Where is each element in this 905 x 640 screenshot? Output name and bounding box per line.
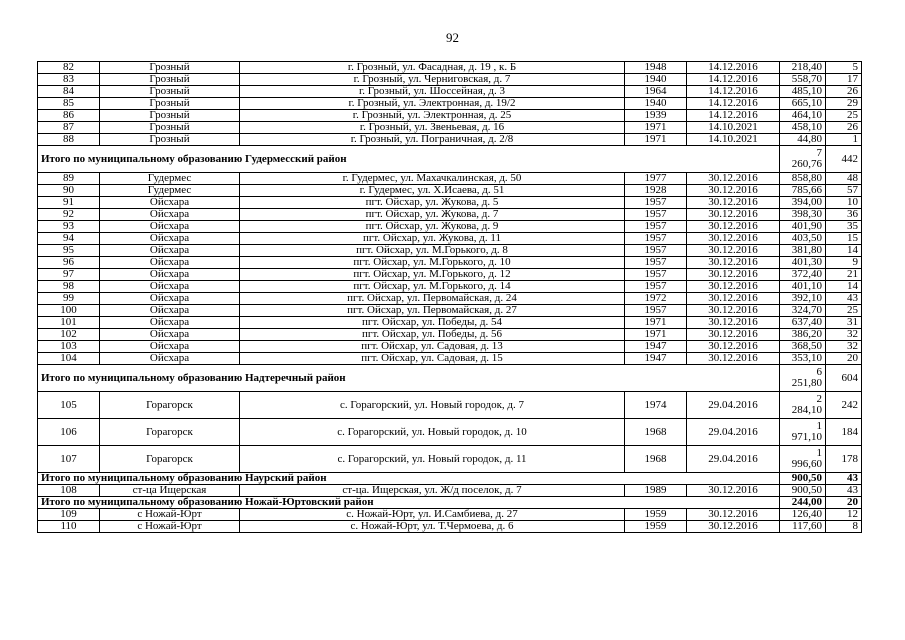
build-year: 1971 <box>625 134 687 146</box>
subtotal-label: Итого по муниципальному образованию Наурский район <box>38 473 780 485</box>
page-number: 92 <box>446 30 459 45</box>
settlement: Ойсхара <box>100 305 240 317</box>
subtotal-area: 900,50 <box>780 473 826 485</box>
subtotal-row <box>38 497 862 509</box>
settlement: с Ножай-Юрт <box>100 521 240 533</box>
build-year: 1957 <box>625 197 687 209</box>
settlement: Ойсхара <box>100 209 240 221</box>
build-year: 1957 <box>625 269 687 281</box>
table-row <box>38 341 862 353</box>
row-number: 98 <box>38 281 100 293</box>
address: пгт. Ойсхар, ул. М.Горького, д. 12 <box>240 269 625 281</box>
record-date: 30.12.2016 <box>687 353 780 365</box>
subtotal-row <box>38 146 862 173</box>
address: пгт. Ойсхар, ул. Садовая, д. 15 <box>240 353 625 365</box>
build-year: 1947 <box>625 353 687 365</box>
record-date: 14.12.2016 <box>687 110 780 122</box>
build-year: 1957 <box>625 221 687 233</box>
row-number: 92 <box>38 209 100 221</box>
row-number: 87 <box>38 122 100 134</box>
record-date: 30.12.2016 <box>687 257 780 269</box>
area: 368,50 <box>780 341 826 353</box>
resident-count: 48 <box>826 173 862 185</box>
settlement: Ойсхара <box>100 353 240 365</box>
record-date: 30.12.2016 <box>687 281 780 293</box>
table-row <box>38 98 862 110</box>
record-date: 30.12.2016 <box>687 209 780 221</box>
area: 394,00 <box>780 197 826 209</box>
build-year: 1968 <box>625 419 687 446</box>
address: пгт. Ойсхар, ул. М.Горького, д. 10 <box>240 257 625 269</box>
row-number: 82 <box>38 62 100 74</box>
row-number: 105 <box>38 392 100 419</box>
address: пгт. Ойсхар, ул. М.Горького, д. 14 <box>240 281 625 293</box>
resident-count: 242 <box>826 392 862 419</box>
resident-count: 9 <box>826 257 862 269</box>
row-number: 88 <box>38 134 100 146</box>
table-row <box>38 305 862 317</box>
address: пгт. Ойсхар, ул. Жукова, д. 11 <box>240 233 625 245</box>
subtotal-count: 442 <box>826 146 862 173</box>
settlement: Горагорск <box>100 392 240 419</box>
row-number: 94 <box>38 233 100 245</box>
table-row <box>38 485 862 497</box>
resident-count: 26 <box>826 86 862 98</box>
settlement: Ойсхара <box>100 245 240 257</box>
record-date: 14.12.2016 <box>687 62 780 74</box>
build-year: 1939 <box>625 110 687 122</box>
build-year: 1957 <box>625 305 687 317</box>
record-date: 14.12.2016 <box>687 74 780 86</box>
row-number: 84 <box>38 86 100 98</box>
address: г. Грозный, ул. Шоссейная, д. 3 <box>240 86 625 98</box>
table-row <box>38 419 862 446</box>
table-row <box>38 110 862 122</box>
resident-count: 184 <box>826 419 862 446</box>
settlement: Грозный <box>100 98 240 110</box>
settlement: с Ножай-Юрт <box>100 509 240 521</box>
table-row <box>38 353 862 365</box>
record-date: 30.12.2016 <box>687 185 780 197</box>
area-value-top: 1 <box>816 447 822 459</box>
resident-count: 29 <box>826 98 862 110</box>
table-row <box>38 317 862 329</box>
table-row <box>38 281 862 293</box>
area-value-bottom: 260,76 <box>791 158 822 170</box>
row-number: 100 <box>38 305 100 317</box>
settlement: Грозный <box>100 62 240 74</box>
area: 44,80 <box>780 134 826 146</box>
area-value-bottom: 251,80 <box>791 377 822 389</box>
record-date: 14.10.2021 <box>687 134 780 146</box>
area-value-top: 2 <box>816 393 822 405</box>
resident-count: 32 <box>826 341 862 353</box>
table-row <box>38 122 862 134</box>
settlement: Ойсхара <box>100 329 240 341</box>
address: пгт. Ойсхар, ул. Жукова, д. 7 <box>240 209 625 221</box>
address: пгт. Ойсхар, ул. Садовая, д. 13 <box>240 341 625 353</box>
settlement: Ойсхара <box>100 197 240 209</box>
subtotal-row <box>38 473 862 485</box>
record-date: 30.12.2016 <box>687 341 780 353</box>
resident-count: 35 <box>826 221 862 233</box>
resident-count: 14 <box>826 281 862 293</box>
address: ст-ца. Ищерская, ул. Ж/д поселок, д. 7 <box>240 485 625 497</box>
settlement: Грозный <box>100 134 240 146</box>
table-row <box>38 197 862 209</box>
settlement: Грозный <box>100 122 240 134</box>
area: 372,40 <box>780 269 826 281</box>
housing-register-table <box>37 61 862 533</box>
build-year: 1989 <box>625 485 687 497</box>
row-number: 89 <box>38 173 100 185</box>
area: 401,10 <box>780 281 826 293</box>
subtotal-label: Итого по муниципальному образованию Надтеречный район <box>38 365 780 392</box>
address: пгт. Ойсхар, ул. Первомайская, д. 24 <box>240 293 625 305</box>
address: с. Ножай-Юрт, ул. И.Самбиева, д. 27 <box>240 509 625 521</box>
build-year: 1959 <box>625 509 687 521</box>
subtotal-area: 244,00 <box>780 497 826 509</box>
area: 665,10 <box>780 98 826 110</box>
resident-count: 43 <box>826 293 862 305</box>
record-date: 14.10.2021 <box>687 122 780 134</box>
row-number: 110 <box>38 521 100 533</box>
area: 900,50 <box>780 485 826 497</box>
table-row <box>38 521 862 533</box>
address: с. Горагорский, ул. Новый городок, д. 7 <box>240 392 625 419</box>
record-date: 30.12.2016 <box>687 293 780 305</box>
settlement: Ойсхара <box>100 293 240 305</box>
subtotal-label: Итого по муниципальному образованию Ножай-Юртовский район <box>38 497 780 509</box>
area: 558,70 <box>780 74 826 86</box>
address: пгт. Ойсхар, ул. Жукова, д. 5 <box>240 197 625 209</box>
settlement: ст-ца Ищерская <box>100 485 240 497</box>
record-date: 14.12.2016 <box>687 86 780 98</box>
record-date: 30.12.2016 <box>687 269 780 281</box>
record-date: 14.12.2016 <box>687 98 780 110</box>
resident-count: 20 <box>826 353 862 365</box>
row-number: 109 <box>38 509 100 521</box>
area: 485,10 <box>780 86 826 98</box>
address: г. Грозный, ул. Пограничная, д. 2/8 <box>240 134 625 146</box>
settlement: Ойсхара <box>100 269 240 281</box>
address: г. Грозный, ул. Звеньевая, д. 16 <box>240 122 625 134</box>
address: пгт. Ойсхар, ул. Первомайская, д. 27 <box>240 305 625 317</box>
table-row <box>38 86 862 98</box>
area: 401,30 <box>780 257 826 269</box>
row-number: 108 <box>38 485 100 497</box>
settlement: Ойсхара <box>100 281 240 293</box>
resident-count: 5 <box>826 62 862 74</box>
record-date: 30.12.2016 <box>687 305 780 317</box>
subtotal-row <box>38 365 862 392</box>
row-number: 99 <box>38 293 100 305</box>
area-value-top: 6 <box>816 366 822 378</box>
record-date: 30.12.2016 <box>687 317 780 329</box>
table-row <box>38 134 862 146</box>
area-value-bottom: 284,10 <box>791 404 822 416</box>
settlement: Гудермес <box>100 173 240 185</box>
resident-count: 26 <box>826 122 862 134</box>
table-row <box>38 74 862 86</box>
settlement: Ойсхара <box>100 317 240 329</box>
resident-count: 25 <box>826 110 862 122</box>
table-row <box>38 257 862 269</box>
resident-count: 12 <box>826 509 862 521</box>
table-row <box>38 245 862 257</box>
resident-count: 14 <box>826 245 862 257</box>
subtotal-area <box>780 146 826 173</box>
settlement: Ойсхара <box>100 257 240 269</box>
table-row <box>38 209 862 221</box>
record-date: 29.04.2016 <box>687 419 780 446</box>
build-year: 1971 <box>625 329 687 341</box>
area-value-top: 7 <box>816 147 822 159</box>
build-year: 1957 <box>625 245 687 257</box>
area: 398,30 <box>780 209 826 221</box>
row-number: 101 <box>38 317 100 329</box>
build-year: 1977 <box>625 173 687 185</box>
resident-count: 36 <box>826 209 862 221</box>
table-row <box>38 185 862 197</box>
settlement: Ойсхара <box>100 233 240 245</box>
build-year: 1964 <box>625 86 687 98</box>
table-row <box>38 221 862 233</box>
build-year: 1947 <box>625 341 687 353</box>
settlement: Горагорск <box>100 446 240 473</box>
table-row <box>38 62 862 74</box>
record-date: 30.12.2016 <box>687 221 780 233</box>
area: 464,10 <box>780 110 826 122</box>
build-year: 1940 <box>625 98 687 110</box>
resident-count: 10 <box>826 197 862 209</box>
row-number: 90 <box>38 185 100 197</box>
area <box>780 419 826 446</box>
address: с. Ножай-Юрт, ул. Т.Чермоева, д. 6 <box>240 521 625 533</box>
settlement: Ойсхара <box>100 341 240 353</box>
row-number: 107 <box>38 446 100 473</box>
area: 403,50 <box>780 233 826 245</box>
area: 458,10 <box>780 122 826 134</box>
area <box>780 446 826 473</box>
build-year: 1940 <box>625 74 687 86</box>
address: г. Грозный, ул. Фасадная, д. 19 , к. Б <box>240 62 625 74</box>
address: г. Гудермес, ул. Махачкалинская, д. 50 <box>240 173 625 185</box>
table-row <box>38 173 862 185</box>
area-value-bottom: 971,10 <box>791 431 822 443</box>
area: 126,40 <box>780 509 826 521</box>
resident-count: 17 <box>826 74 862 86</box>
area: 218,40 <box>780 62 826 74</box>
build-year: 1957 <box>625 281 687 293</box>
row-number: 93 <box>38 221 100 233</box>
record-date: 30.12.2016 <box>687 245 780 257</box>
subtotal-count: 20 <box>826 497 862 509</box>
row-number: 96 <box>38 257 100 269</box>
table-row <box>38 392 862 419</box>
build-year: 1968 <box>625 446 687 473</box>
settlement: Ойсхара <box>100 221 240 233</box>
build-year: 1928 <box>625 185 687 197</box>
record-date: 30.12.2016 <box>687 233 780 245</box>
settlement: Горагорск <box>100 419 240 446</box>
resident-count: 57 <box>826 185 862 197</box>
area: 392,10 <box>780 293 826 305</box>
build-year: 1971 <box>625 317 687 329</box>
row-number: 104 <box>38 353 100 365</box>
resident-count: 31 <box>826 317 862 329</box>
address: г. Грозный, ул. Электронная, д. 19/2 <box>240 98 625 110</box>
record-date: 29.04.2016 <box>687 446 780 473</box>
settlement: Грозный <box>100 110 240 122</box>
address: г. Грозный, ул. Черниговская, д. 7 <box>240 74 625 86</box>
record-date: 30.12.2016 <box>687 485 780 497</box>
subtotal-area <box>780 365 826 392</box>
address: с. Горагорский, ул. Новый городок, д. 11 <box>240 446 625 473</box>
table-row <box>38 329 862 341</box>
resident-count: 21 <box>826 269 862 281</box>
build-year: 1959 <box>625 521 687 533</box>
area: 785,66 <box>780 185 826 197</box>
subtotal-count: 43 <box>826 473 862 485</box>
area: 353,10 <box>780 353 826 365</box>
area: 381,80 <box>780 245 826 257</box>
area-value-top: 1 <box>816 420 822 432</box>
area: 324,70 <box>780 305 826 317</box>
address: пгт. Ойсхар, ул. Жукова, д. 9 <box>240 221 625 233</box>
table-row <box>38 233 862 245</box>
record-date: 30.12.2016 <box>687 197 780 209</box>
address: пгт. Ойсхар, ул. Победы, д. 56 <box>240 329 625 341</box>
row-number: 86 <box>38 110 100 122</box>
record-date: 30.12.2016 <box>687 509 780 521</box>
build-year: 1957 <box>625 209 687 221</box>
area-value-bottom: 996,60 <box>791 458 822 470</box>
row-number: 95 <box>38 245 100 257</box>
build-year: 1971 <box>625 122 687 134</box>
subtotal-label: Итого по муниципальному образованию Гудермесский район <box>38 146 780 173</box>
row-number: 97 <box>38 269 100 281</box>
settlement: Грозный <box>100 74 240 86</box>
address: с. Горагорский, ул. Новый городок, д. 10 <box>240 419 625 446</box>
resident-count: 178 <box>826 446 862 473</box>
resident-count: 8 <box>826 521 862 533</box>
table-row <box>38 269 862 281</box>
settlement: Гудермес <box>100 185 240 197</box>
area <box>780 392 826 419</box>
area: 637,40 <box>780 317 826 329</box>
address: пгт. Ойсхар, ул. М.Горького, д. 8 <box>240 245 625 257</box>
resident-count: 32 <box>826 329 862 341</box>
resident-count: 43 <box>826 485 862 497</box>
build-year: 1974 <box>625 392 687 419</box>
table-row <box>38 509 862 521</box>
subtotal-count: 604 <box>826 365 862 392</box>
record-date: 29.04.2016 <box>687 392 780 419</box>
build-year: 1957 <box>625 257 687 269</box>
row-number: 85 <box>38 98 100 110</box>
record-date: 30.12.2016 <box>687 521 780 533</box>
area: 386,20 <box>780 329 826 341</box>
area: 858,80 <box>780 173 826 185</box>
row-number: 83 <box>38 74 100 86</box>
record-date: 30.12.2016 <box>687 173 780 185</box>
address: г. Гудермес, ул. Х.Исаева, д. 51 <box>240 185 625 197</box>
row-number: 102 <box>38 329 100 341</box>
row-number: 106 <box>38 419 100 446</box>
address: пгт. Ойсхар, ул. Победы, д. 54 <box>240 317 625 329</box>
row-number: 103 <box>38 341 100 353</box>
build-year: 1972 <box>625 293 687 305</box>
settlement: Грозный <box>100 86 240 98</box>
table-row <box>38 446 862 473</box>
resident-count: 1 <box>826 134 862 146</box>
build-year: 1957 <box>625 233 687 245</box>
resident-count: 25 <box>826 305 862 317</box>
table-row <box>38 293 862 305</box>
area: 117,60 <box>780 521 826 533</box>
record-date: 30.12.2016 <box>687 329 780 341</box>
row-number: 91 <box>38 197 100 209</box>
build-year: 1948 <box>625 62 687 74</box>
resident-count: 15 <box>826 233 862 245</box>
area: 401,90 <box>780 221 826 233</box>
address: г. Грозный, ул. Электронная, д. 25 <box>240 110 625 122</box>
